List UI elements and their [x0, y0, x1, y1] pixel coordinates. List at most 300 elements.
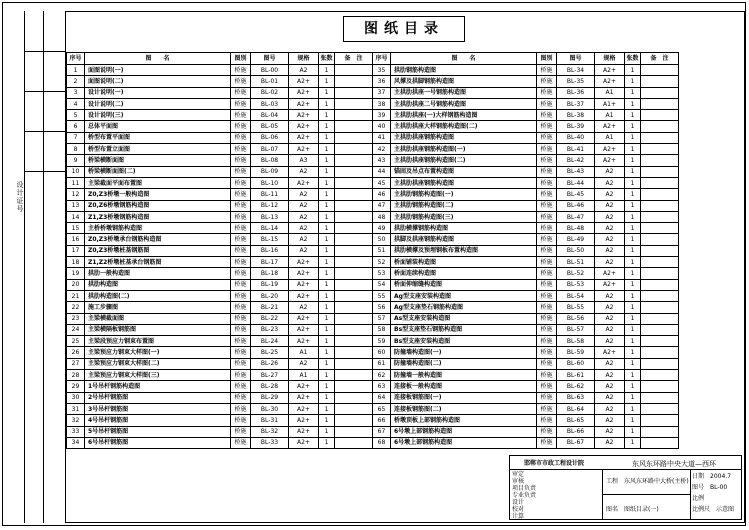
table-row: [67, 302, 373, 313]
index-table-right: [372, 52, 679, 449]
cell-note: [335, 144, 373, 155]
cell-sheet: 桥施: [537, 65, 557, 76]
cell-sheet: 桥施: [537, 324, 557, 335]
cell-note: [335, 302, 373, 313]
cell-num: BL-46: [557, 200, 595, 211]
meta-value: BL-00: [710, 484, 728, 491]
cell-no: 19: [67, 268, 85, 279]
cell-qty: 1: [625, 370, 641, 381]
cell-note: [335, 177, 373, 188]
cell-note: [335, 189, 373, 200]
cell-size: A2: [595, 189, 625, 200]
cell-num: BL-56: [557, 313, 595, 324]
table-row: [373, 155, 679, 166]
cell-name: 6号吊杆钢筋图: [85, 437, 231, 448]
cell-no: 37: [373, 87, 391, 98]
cell-sheet: 桥施: [537, 347, 557, 358]
cell-no: 11: [67, 177, 85, 188]
cell-qty: 1: [319, 234, 335, 245]
cell-sheet: 桥施: [537, 245, 557, 256]
cell-qty: 1: [319, 415, 335, 426]
cell-no: 61: [373, 358, 391, 369]
cell-num: BL-00: [251, 65, 289, 76]
cell-size: A2: [289, 166, 319, 177]
col-note: 备 注: [335, 53, 373, 65]
cell-size: A2+: [289, 313, 319, 324]
cell-num: BL-14: [251, 223, 289, 234]
cell-sheet: 桥施: [537, 132, 557, 143]
table-row: [373, 132, 679, 143]
cell-name: 3号吊杆钢筋图: [85, 403, 231, 414]
cell-name: 连接板一般构造图: [391, 381, 537, 392]
table-row: [67, 223, 373, 234]
cell-sheet: 桥施: [231, 211, 251, 222]
cell-size: A2: [595, 211, 625, 222]
cell-sheet: 桥施: [537, 177, 557, 188]
cell-note: [335, 370, 373, 381]
cell-note: [641, 415, 679, 426]
cell-qty: 1: [625, 155, 641, 166]
cell-sheet: 桥施: [537, 358, 557, 369]
cell-num: BL-57: [557, 324, 595, 335]
cell-size: A2+: [289, 257, 319, 268]
cell-sheet: 桥施: [537, 121, 557, 132]
table-row: [67, 324, 373, 335]
cell-note: [641, 358, 679, 369]
cell-name: 设计说明(一): [85, 87, 231, 98]
cell-no: 59: [373, 336, 391, 347]
cell-num: BL-05: [251, 121, 289, 132]
cell-qty: 1: [319, 403, 335, 414]
cell-sheet: 桥施: [537, 87, 557, 98]
cell-qty: 1: [319, 290, 335, 301]
cell-qty: 1: [625, 381, 641, 392]
cell-sheet: 桥施: [231, 290, 251, 301]
cell-size: A2: [595, 177, 625, 188]
cell-sheet: 桥施: [231, 347, 251, 358]
cell-num: BL-29: [251, 392, 289, 403]
cell-name: Z0,Z3桥墩一般构造图: [85, 189, 231, 200]
cell-sheet: 桥施: [231, 65, 251, 76]
cell-note: [335, 426, 373, 437]
cell-name: 主拱肋拱座(一)大样钢筋构造图: [391, 110, 537, 121]
cell-size: A2+: [595, 268, 625, 279]
cell-num: BL-01: [251, 76, 289, 87]
cell-size: A2: [289, 223, 319, 234]
cell-num: BL-62: [557, 381, 595, 392]
table-row: [373, 313, 679, 324]
cell-sheet: 桥施: [231, 200, 251, 211]
cell-qty: 1: [625, 65, 641, 76]
cell-note: [335, 347, 373, 358]
cell-note: [335, 358, 373, 369]
cell-name: 主梁横隔板钢筋图: [85, 324, 231, 335]
cell-name: 5号吊杆钢筋图: [85, 426, 231, 437]
cell-note: [641, 166, 679, 177]
cell-no: 56: [373, 302, 391, 313]
cell-qty: 1: [625, 403, 641, 414]
table-row: [373, 223, 679, 234]
cell-sheet: 桥施: [231, 381, 251, 392]
cell-name: 拱肋横撑钢筋构造图: [391, 223, 537, 234]
cell-qty: 1: [625, 347, 641, 358]
col-sheet: 图别: [537, 53, 557, 65]
cell-name: 桥型布置平面图: [85, 132, 231, 143]
cell-note: [335, 65, 373, 76]
cell-size: A2: [595, 358, 625, 369]
cell-size: A2+: [289, 290, 319, 301]
table-row: [67, 200, 373, 211]
cell-sheet: 桥施: [231, 121, 251, 132]
cell-sheet: 桥施: [537, 403, 557, 414]
table-row: [373, 87, 679, 98]
cell-name: 主梁预应力钢束大样图(三): [85, 370, 231, 381]
cell-sheet: 桥施: [537, 189, 557, 200]
cell-note: [641, 347, 679, 358]
cell-note: [641, 290, 679, 301]
table-row: [67, 381, 373, 392]
cell-name: 拱脚及拱座钢筋构造图: [391, 234, 537, 245]
cell-note: [641, 302, 679, 313]
cell-no: 1: [67, 65, 85, 76]
cell-num: BL-51: [557, 257, 595, 268]
table-row: [67, 426, 373, 437]
table-row: [373, 234, 679, 245]
cell-num: BL-60: [557, 358, 595, 369]
cell-no: 4: [67, 98, 85, 109]
table-row: [67, 437, 373, 448]
cell-qty: 1: [319, 211, 335, 222]
cell-note: [335, 437, 373, 448]
cell-sheet: 桥施: [537, 302, 557, 313]
cell-sheet: 桥施: [231, 437, 251, 448]
cell-name: 主拱肋拱座钢筋构造图: [391, 177, 537, 188]
cell-qty: 1: [319, 87, 335, 98]
cell-size: A2+: [289, 98, 319, 109]
cell-qty: 1: [625, 189, 641, 200]
cell-sheet: 桥施: [231, 144, 251, 155]
cell-size: A1: [289, 370, 319, 381]
cell-no: 43: [373, 155, 391, 166]
cell-no: 14: [67, 211, 85, 222]
cell-sheet: 桥施: [231, 98, 251, 109]
meta-row: [692, 493, 734, 504]
cell-num: BL-47: [557, 211, 595, 222]
cell-sheet: 桥施: [231, 370, 251, 381]
cell-no: 45: [373, 177, 391, 188]
cell-sheet: 桥施: [231, 76, 251, 87]
cell-no: 35: [373, 65, 391, 76]
cell-no: 34: [67, 437, 85, 448]
cell-name: 设计说明(二): [85, 98, 231, 109]
table-row: [373, 110, 679, 121]
table-row: [373, 257, 679, 268]
cell-sheet: 桥施: [537, 155, 557, 166]
cell-no: 67: [373, 426, 391, 437]
cell-qty: 1: [319, 324, 335, 335]
cell-qty: 1: [319, 245, 335, 256]
cell-num: BL-27: [251, 370, 289, 381]
cell-no: 5: [67, 110, 85, 121]
cell-qty: 1: [625, 279, 641, 290]
cell-no: 17: [67, 245, 85, 256]
cell-note: [641, 189, 679, 200]
table-row: [67, 211, 373, 222]
cell-name: 主梁横截面图: [85, 313, 231, 324]
table-row: [67, 290, 373, 301]
table-row: [373, 144, 679, 155]
meta-row: [692, 471, 734, 482]
cell-num: BL-39: [557, 121, 595, 132]
cell-sheet: 桥施: [537, 437, 557, 448]
cell-no: 7: [67, 132, 85, 143]
cell-qty: 1: [625, 290, 641, 301]
cell-no: 18: [67, 257, 85, 268]
cell-note: [335, 313, 373, 324]
cell-sheet: 桥施: [231, 426, 251, 437]
cell-num: BL-54: [557, 290, 595, 301]
cell-size: A2+: [289, 144, 319, 155]
cell-size: A2: [595, 313, 625, 324]
role-label: 计算: [512, 513, 525, 520]
cell-num: BL-41: [557, 144, 595, 155]
role-label: 项目负责: [512, 485, 537, 492]
cell-note: [335, 155, 373, 166]
cell-size: A2+: [289, 177, 319, 188]
col-size: 规格: [289, 53, 319, 65]
cell-size: A2: [595, 324, 625, 335]
cell-no: 66: [373, 415, 391, 426]
cell-note: [335, 132, 373, 143]
cell-num: BL-19: [251, 279, 289, 290]
cell-size: A2: [289, 200, 319, 211]
cell-qty: 1: [319, 426, 335, 437]
cell-no: 32: [67, 415, 85, 426]
cell-no: 10: [67, 166, 85, 177]
cell-note: [335, 87, 373, 98]
cell-name: 连接板钢筋图(二): [391, 403, 537, 414]
cell-num: BL-03: [251, 98, 289, 109]
cell-num: BL-32: [251, 426, 289, 437]
meta-label: 比例: [692, 495, 705, 502]
cell-qty: 1: [319, 98, 335, 109]
table-row: [67, 177, 373, 188]
table-row: [67, 132, 373, 143]
cell-num: BL-23: [251, 324, 289, 335]
cell-qty: 1: [625, 392, 641, 403]
cell-note: [641, 268, 679, 279]
cell-size: A2: [595, 415, 625, 426]
table-row: [67, 245, 373, 256]
cell-qty: 1: [319, 166, 335, 177]
cell-qty: 1: [625, 358, 641, 369]
cell-size: A2: [595, 234, 625, 245]
cell-qty: 1: [319, 189, 335, 200]
table-row: [373, 370, 679, 381]
cell-num: BL-09: [251, 166, 289, 177]
title-block-meta: [692, 471, 734, 515]
cell-sheet: 桥施: [537, 76, 557, 87]
cell-size: A2: [595, 437, 625, 448]
cell-no: 16: [67, 234, 85, 245]
cell-size: A2+: [289, 132, 319, 143]
cell-note: [641, 381, 679, 392]
role-label: 专业负责: [512, 492, 537, 499]
col-num: 图号: [251, 53, 289, 65]
cell-size: A1: [595, 132, 625, 143]
table-row: [67, 347, 373, 358]
cell-sheet: 桥施: [231, 177, 251, 188]
cell-sheet: 桥施: [231, 415, 251, 426]
meta-label: 比例尺: [692, 506, 711, 513]
meta-label: 图号: [692, 484, 705, 491]
cell-note: [641, 257, 679, 268]
cell-num: BL-43: [557, 166, 595, 177]
cell-name: 6号墩上部钢筋构造图: [391, 426, 537, 437]
cell-name: 主桥桥墩钢筋构造图: [85, 223, 231, 234]
cell-name: 锚固及吊点布置构造图: [391, 166, 537, 177]
cell-num: BL-07: [251, 144, 289, 155]
cell-name: 桥型布置立面图: [85, 144, 231, 155]
cell-name: 施工步骤图: [85, 302, 231, 313]
cell-num: BL-10: [251, 177, 289, 188]
cell-num: BL-59: [557, 347, 595, 358]
cell-note: [335, 392, 373, 403]
cell-qty: 1: [625, 110, 641, 121]
cell-no: 21: [67, 290, 85, 301]
cell-name: 防撞墙构造图(一): [391, 347, 537, 358]
cell-num: BL-15: [251, 234, 289, 245]
cell-no: 36: [373, 76, 391, 87]
cell-name: Z1,Z3桥墩钢筋构造图: [85, 211, 231, 222]
cell-no: 20: [67, 279, 85, 290]
cell-name: 面图说明(二): [85, 76, 231, 87]
cell-size: A2: [595, 381, 625, 392]
cell-sheet: 桥施: [537, 370, 557, 381]
cell-sheet: 桥施: [537, 257, 557, 268]
cell-name: 桥墩顶板上部钢筋构造图: [391, 415, 537, 426]
cell-num: BL-11: [251, 189, 289, 200]
cell-qty: 1: [319, 336, 335, 347]
cell-no: 62: [373, 370, 391, 381]
cell-name: As型支座安装构造图: [391, 313, 537, 324]
cell-qty: 1: [625, 166, 641, 177]
cell-size: A2: [595, 392, 625, 403]
title-block-roles: [512, 471, 536, 520]
cell-note: [335, 279, 373, 290]
cell-name: 桥面连续构造图: [391, 268, 537, 279]
cell-note: [335, 76, 373, 87]
cell-note: [641, 313, 679, 324]
cell-qty: 1: [625, 268, 641, 279]
cell-no: 55: [373, 290, 391, 301]
table-row: [373, 279, 679, 290]
cell-size: A2: [595, 426, 625, 437]
cell-num: BL-53: [557, 279, 595, 290]
cell-num: BL-67: [557, 437, 595, 448]
table-row: [67, 313, 373, 324]
cell-num: BL-38: [557, 110, 595, 121]
cell-sheet: 桥施: [231, 268, 251, 279]
cell-num: BL-42: [557, 155, 595, 166]
cell-size: A2: [595, 257, 625, 268]
cell-no: 26: [67, 347, 85, 358]
cell-num: BL-64: [557, 403, 595, 414]
cell-no: 28: [67, 370, 85, 381]
cell-size: A1: [289, 347, 319, 358]
cell-name: 桥面伸缩缝构造图: [391, 279, 537, 290]
cell-sheet: 桥施: [231, 403, 251, 414]
cell-size: A1+: [595, 98, 625, 109]
table-row: [373, 98, 679, 109]
cell-note: [335, 166, 373, 177]
cell-name: 主拱肋拱座钢筋构造图(一): [391, 144, 537, 155]
cell-size: A2: [595, 336, 625, 347]
cell-size: A2+: [289, 392, 319, 403]
cell-num: BL-25: [251, 347, 289, 358]
cell-qty: 1: [319, 65, 335, 76]
cell-no: 6: [67, 121, 85, 132]
cell-sheet: 桥施: [231, 132, 251, 143]
cell-num: BL-16: [251, 245, 289, 256]
cell-sheet: 桥施: [231, 257, 251, 268]
cell-name: 总体平面图: [85, 121, 231, 132]
table-row: [373, 302, 679, 313]
cell-qty: 1: [319, 110, 335, 121]
table-row: [67, 121, 373, 132]
cell-size: A2+: [289, 403, 319, 414]
table-row: [373, 290, 679, 301]
cell-num: BL-04: [251, 110, 289, 121]
cell-size: A2: [595, 223, 625, 234]
cell-sheet: 桥施: [231, 87, 251, 98]
meta-row: [692, 482, 734, 493]
cell-sheet: 桥施: [537, 381, 557, 392]
cell-name: 桥梁横断面图: [85, 155, 231, 166]
role-label: 校对: [512, 506, 525, 513]
cell-note: [335, 245, 373, 256]
cell-size: A2+: [595, 279, 625, 290]
cell-qty: 1: [625, 98, 641, 109]
cell-note: [335, 200, 373, 211]
cell-no: 63: [373, 381, 391, 392]
cell-note: [335, 324, 373, 335]
cell-sheet: 桥施: [537, 110, 557, 121]
cell-qty: 1: [319, 257, 335, 268]
table-row: [67, 392, 373, 403]
cell-no: 57: [373, 313, 391, 324]
cell-qty: 1: [625, 426, 641, 437]
cell-no: 52: [373, 257, 391, 268]
table-row: [67, 110, 373, 121]
cell-size: A2+: [289, 415, 319, 426]
cell-size: A2+: [289, 121, 319, 132]
table-header: [67, 53, 373, 65]
cell-note: [641, 234, 679, 245]
col-size: 规格: [595, 53, 625, 65]
cell-sheet: 桥施: [231, 336, 251, 347]
cell-sheet: 桥施: [231, 155, 251, 166]
cell-qty: 1: [625, 437, 641, 448]
cell-qty: 1: [319, 370, 335, 381]
cell-size: A2: [289, 189, 319, 200]
table-row: [373, 336, 679, 347]
cell-size: A2: [595, 290, 625, 301]
cell-name: 主梁预应力钢束大样图(二): [85, 358, 231, 369]
table-row: [67, 415, 373, 426]
cell-name: 主拱肋拱座二号钢筋构造图: [391, 98, 537, 109]
table-row: [67, 98, 373, 109]
